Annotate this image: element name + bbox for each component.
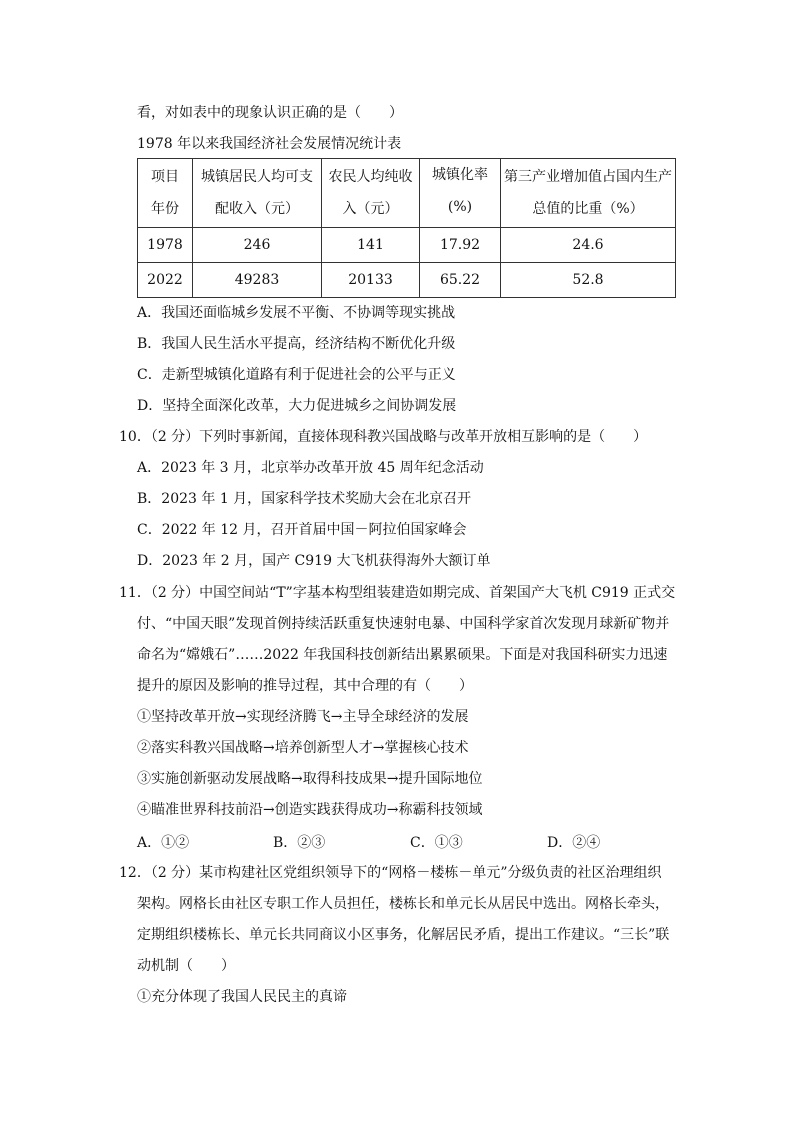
- table-cell: 20133: [322, 263, 420, 298]
- header-urban-income: 城镇居民人均可支 配收入（元）: [193, 159, 322, 228]
- q12-stem-line: 定期组织楼栋长、单元长共同商议小区事务，化解居民矛盾，提出工作建议。“三长”联: [137, 927, 670, 943]
- q11-choice-d: D．②④: [547, 835, 601, 851]
- q9-option-c: C．走新型城镇化道路有利于促进社会的公平与正义: [137, 367, 456, 383]
- q11-choice-b: B．②③: [273, 835, 326, 851]
- q12-stem-line: 架构。网格长由社区专职工作人员担任，楼栋长和单元长从居民中选出。网格长牵头，: [137, 896, 669, 912]
- q9-option-b: B．我国人民生活水平提高，经济结构不断优化升级: [137, 336, 456, 352]
- q10-option-c: C．2022 年 12 月，召开首届中国－阿拉伯国家峰会: [137, 522, 467, 538]
- table-cell-year: 2022: [138, 263, 193, 298]
- table-cell: 24.6: [501, 228, 676, 263]
- q11-item-1: ①坚持改革开放→实现经济腾飞→主导全球经济的发展: [137, 709, 469, 725]
- q11-stem-line: 付、“中国天眼”发现首例持续活跃重复快速射电暴、中国科学家首次发现月球新矿物并: [137, 616, 670, 632]
- header-item-year: 项目 年份: [138, 159, 193, 228]
- q11-choice-c: C．①③: [410, 835, 463, 851]
- question-9-stem-tail: 看，对如表中的现象认识正确的是（ ）: [137, 105, 403, 121]
- q10-stem: 10．（2 分）下列时事新闻，直接体现科教兴国战略与改革开放相互影响的是（ ）: [119, 429, 648, 445]
- q9-option-a: A．我国还面临城乡发展不平衡、不协调等现实挑战: [137, 305, 456, 321]
- table-header-row: [138, 159, 676, 228]
- q12-stem-line: 动机制（ ）: [137, 958, 235, 974]
- table-row: [138, 263, 676, 298]
- q11-item-3: ③实施创新驱动发展战略→取得科技成果→提升国际地位: [137, 771, 483, 787]
- table-cell: 65.22: [420, 263, 501, 298]
- q11-choices: [137, 832, 697, 852]
- table-row: [138, 228, 676, 263]
- q10-option-b: B．2023 年 1 月，国家科学技术奖励大会在北京召开: [137, 491, 472, 507]
- q10-option-a: A．2023 年 3 月，北京举办改革开放 45 周年纪念活动: [137, 460, 484, 476]
- q11-stem-line: 命名为“嫦娥石”……2022 年我国科技创新结出累累硕果。下面是对我国科研实力迅速: [137, 647, 668, 663]
- table-cell: 52.8: [501, 263, 676, 298]
- table-caption: 1978 年以来我国经济社会发展情况统计表: [137, 136, 402, 152]
- table-cell-year: 1978: [138, 228, 193, 263]
- table-cell: 49283: [193, 263, 322, 298]
- table-cell: 246: [193, 228, 322, 263]
- header-rural-income: 农民人均纯收 入（元）: [322, 159, 420, 228]
- q11-stem-line: 11．（2 分）中国空间站“T”字基本构型组装建造如期完成、首架国产大飞机 C919 正式交: [119, 585, 676, 601]
- table-cell: 141: [322, 228, 420, 263]
- header-urbanization-rate: 城镇化率(%): [420, 159, 501, 228]
- table-cell: 17.92: [420, 228, 501, 263]
- q10-option-d: D．2023 年 2 月，国产 C919 大飞机获得海外大额订单: [137, 553, 491, 569]
- q11-stem-line: 提升的原因及影响的推导过程，其中合理的有（ ）: [137, 678, 473, 694]
- q11-item-2: ②落实科教兴国战略→培养创新型人才→掌握核心技术: [137, 740, 469, 756]
- header-tertiary-share: 第三产业增加值占国内生产 总值的比重（%）: [501, 159, 676, 228]
- q12-item-1: ①充分体现了我国人民民主的真谛: [137, 989, 347, 1005]
- q12-stem-line: 12．（2 分）某市构建社区党组织领导下的“网格－楼栋－单元”分级负责的社区治理组织: [119, 865, 662, 881]
- q11-item-4: ④瞄准世界科技前沿→创造实践获得成功→称霸科技领域: [137, 802, 483, 818]
- q11-choice-a: A．①②: [137, 835, 190, 851]
- q9-option-d: D．坚持全面深化改革，大力促进城乡之间协调发展: [137, 398, 457, 414]
- statistics-table: [137, 158, 676, 298]
